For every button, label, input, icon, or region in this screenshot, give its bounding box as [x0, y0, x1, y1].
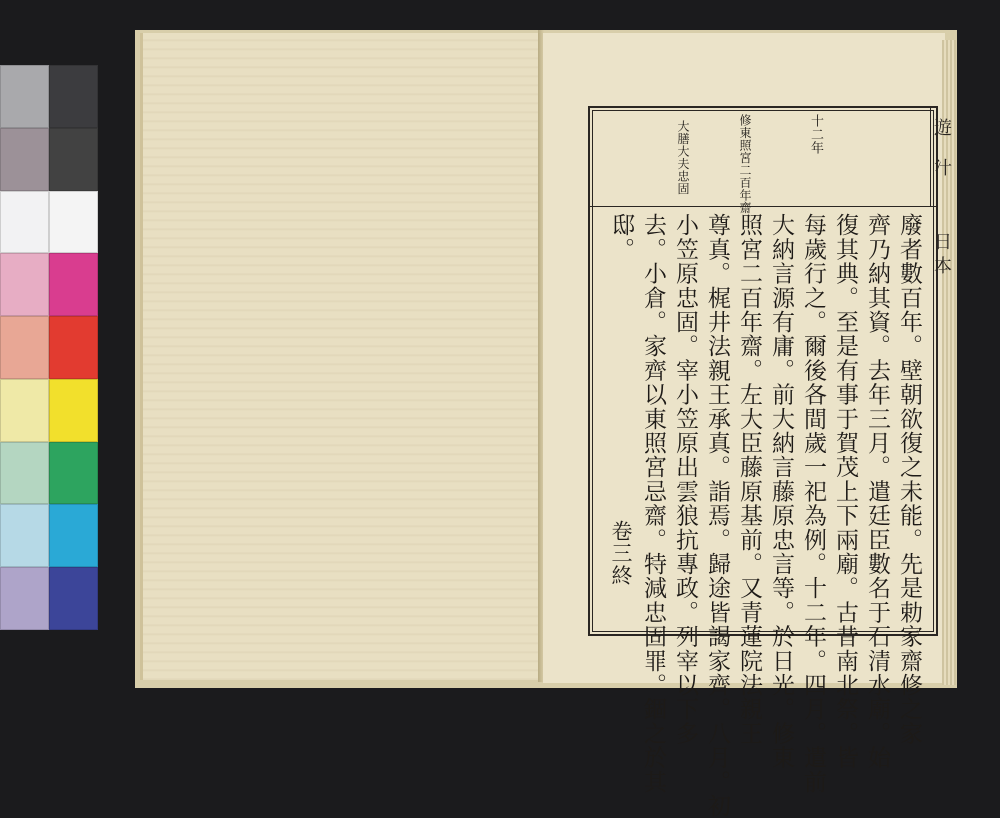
color-swatch [49, 128, 98, 191]
header-rule [590, 206, 936, 207]
left-page [140, 33, 540, 680]
color-swatch [0, 316, 49, 379]
color-swatch [0, 253, 49, 316]
edge-char: 遊 [931, 118, 952, 136]
page-edge [942, 40, 956, 685]
color-swatch [49, 191, 98, 254]
color-swatch [49, 504, 98, 567]
color-swatch [0, 191, 49, 254]
color-swatch [0, 442, 49, 505]
color-swatch [0, 567, 49, 630]
color-swatch [0, 65, 49, 128]
text-column: 邸。 [608, 213, 634, 262]
text-column: 小笠原忠固。宰小笠原出雲狼抗專政。列宰以下多 [672, 213, 698, 746]
color-swatch [49, 442, 98, 505]
color-swatch [49, 316, 98, 379]
color-swatch [49, 567, 98, 630]
header-person: 大膳大夫忠固 [676, 120, 690, 195]
color-checker [0, 65, 98, 630]
color-swatch [49, 65, 98, 128]
text-column: 大納言源有庸。前大納言藤原忠言等。於日光。修東 [768, 213, 794, 770]
text-column: 齊乃納其資。去年三月。遣廷臣數名于石清水廟。始 [864, 213, 890, 770]
edge-char: 日 [931, 232, 952, 250]
closing-mark: 卷三終 [609, 520, 633, 587]
header-divider [930, 108, 931, 206]
color-swatch [0, 504, 49, 567]
header-event: 修東照宮二百年齋 [738, 114, 752, 214]
text-column: 復其典。至是有事于賀茂上下兩廟。古昔南北祭。皆 [832, 213, 858, 770]
edge-char: 汁 [931, 158, 952, 176]
text-column: 去。小倉。家齊以東照宮忌齋。特減忠固罪。錮之於其 [640, 213, 666, 794]
color-swatch [0, 379, 49, 442]
text-column: 尊真。梶井法親王承真。詣焉。歸途皆謁家齊。八月。初 [704, 213, 730, 818]
color-swatch [49, 253, 98, 316]
header-year: 十二年 [808, 114, 823, 155]
text-column: 每歲行之。爾後各間歲一祀為例。十二年。四月。遣前 [800, 213, 826, 794]
edge-char: 本 [931, 256, 952, 274]
text-column: 照宮二百年齋。左大臣藤原基前。又青蓮院法親王 [736, 213, 762, 746]
color-swatch [49, 379, 98, 442]
left-page-blank [143, 33, 540, 680]
text-column: 廢者數百年。壁朝欲復之未能。先是勅家齋修之家 [896, 213, 922, 746]
color-swatch [0, 128, 49, 191]
